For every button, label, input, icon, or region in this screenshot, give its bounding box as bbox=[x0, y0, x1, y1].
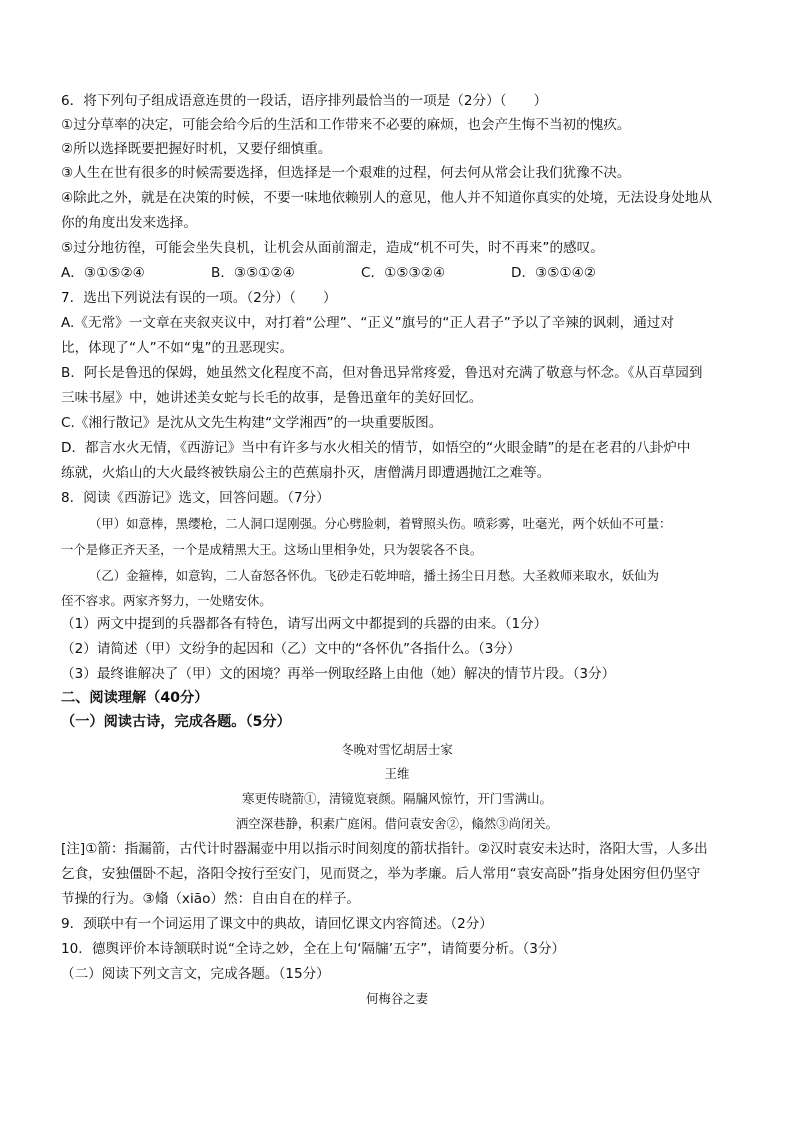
q7-stem: 7．选出下列说法有误的一项。（2分）（ ） bbox=[61, 290, 337, 306]
q6-sentence-5: ⑤过分地彷徨，可能会坐失良机，让机会从面前溜走，造成“机不可失，时不再来”的感叹。 bbox=[61, 240, 604, 256]
q6-sentence-3: ③人生在世有很多的时候需要选择，但选择是一个艰难的过程，何去何从常会让我们犹豫不决。 bbox=[61, 165, 631, 181]
section-2-part-2-heading: （二）阅读下列文言文，完成各题。（15分） bbox=[61, 966, 330, 982]
q7-option-a-line1: A.《无常》一文章在夹叙夹议中，对打着“公理”、“正义”旗号的“正人君子”予以了辛辣的讽刺，通过对 bbox=[61, 315, 674, 331]
poem-line-2: 洒空深巷静，积素广庭闲。借问袁安舍②，翛然③尚闭关。 bbox=[235, 816, 559, 831]
q7-option-a-line2: 比，体现了“人”不如“鬼”的丑恶现实。 bbox=[61, 340, 294, 356]
q7-option-b-line1: B．阿长是鲁迅的保姆，她虽然文化程度不高，但对鲁迅异常疼爱，鲁迅对充满了敬意与怀念。《从百草园到 bbox=[61, 365, 703, 381]
poem-note-line-3: 节操的行为。③翛（xiāo）然：自由自在的样子。 bbox=[61, 891, 360, 907]
passage-title: 何梅谷之妻 bbox=[366, 991, 428, 1006]
q6-options bbox=[61, 263, 741, 283]
q7-option-d-line1: D．都言水火无情，《西游记》当中有许多与水火相关的情节，如悟空的“火眼金睛”的是在老君的八卦炉中 bbox=[61, 440, 691, 456]
q9-stem: 9．颈联中有一个词运用了课文中的典故，请回忆课文内容简述。（2分） bbox=[61, 916, 493, 932]
q8-passage-jia-line1: （甲）如意棒，黑缨枪，二人洞口逞刚强。分心劈脸刺，着臂照头伤。喷彩雾，吐毫光，两个妖仙不可量： bbox=[89, 516, 672, 531]
q6-option-b: B．③⑤①②④ bbox=[211, 265, 295, 281]
q8-passage-yi-line1: （乙）金箍棒，如意钩，二人奋怒各怀仇。飞砂走石乾坤暗，播土扬尘日月愁。大圣救师来取水，妖仙为 bbox=[89, 568, 659, 583]
q8-subquestion-1: （1）两文中提到的兵器都各有特色，请写出两文中都提到的兵器的由来。（1分） bbox=[61, 616, 548, 632]
q6-option-c: C．①⑤③②④ bbox=[361, 265, 446, 281]
q10-stem: 10．德舆评价本诗颔联时说“全诗之妙，全在上句‘隔牖’五字”，请简要分析。（3分） bbox=[61, 941, 566, 957]
q7-option-c: C.《湘行散记》是沈从文先生构建“文学湘西”的一块重要版图。 bbox=[61, 415, 443, 431]
q7-option-b-line2: 三味书屋》中，她讲述美女蛇与长毛的故事，是鲁迅童年的美好回忆。 bbox=[61, 390, 483, 406]
poem-title: 冬晚对雪忆胡居士家 bbox=[341, 742, 453, 757]
poem-note-line-2: 乞食，安独僵卧不起，洛阳令按行至安门，见而贤之，举为孝廉。后人常用“袁安高卧”指身处困穷但仍坚守 bbox=[61, 866, 701, 882]
q6-sentence-4a: ④除此之外，就是在决策的时候，不要一味地依赖别人的意见，他人并不知道你真实的处境，无法设身处地从 bbox=[61, 190, 713, 206]
q6-option-a: A．③①⑤②④ bbox=[61, 265, 145, 281]
q6-sentence-2: ②所以选择既要把握好时机，又要仔细慎重。 bbox=[61, 141, 332, 157]
q6-sentence-1: ①过分草率的决定，可能会给今后的生活和工作带来不必要的麻烦，也会产生悔不当初的愧疚。 bbox=[61, 117, 631, 133]
poem-author: 王维 bbox=[384, 766, 410, 781]
q8-subquestion-3: （3）最终谁解决了（甲）文的困境？再举一例取经路上由他（她）解决的情节片段。（3分） bbox=[61, 666, 616, 682]
q6-sentence-4b: 你的角度出发来选择。 bbox=[61, 215, 197, 231]
q8-stem: 8．阅读《西游记》选文，回答问题。（7分） bbox=[61, 490, 330, 506]
q8-passage-yi-line2: 侄不容求。两家齐努力，一处赌安休。 bbox=[61, 593, 272, 608]
q6-stem: 6．将下列句子组成语意连贯的一段话，语序排列最恰当的一项是（2分）（ ） bbox=[61, 93, 548, 109]
q8-subquestion-2: （2）请简述（甲）文纷争的起因和（乙）文中的“各怀仇”各指什么。（3分） bbox=[61, 641, 521, 657]
q6-option-d: D．③⑤①④② bbox=[511, 265, 596, 281]
section-2-heading: 二、阅读理解（40分） bbox=[61, 690, 209, 706]
poem-line-1: 寒更传晓箭①，清镜览衰颜。隔牖风惊竹，开门雪满山。 bbox=[242, 791, 552, 806]
q7-option-d-line2: 练就，火焰山的大火最终被铁扇公主的芭蕉扇扑灭，唐僧满月即遭遇抛江之难等。 bbox=[61, 465, 551, 481]
q8-passage-jia-line2: 一个是修正齐天圣，一个是成精黑大王。这场山里相争处，只为袈裟各不良。 bbox=[61, 542, 483, 557]
section-2-part-1-heading: （一）阅读古诗，完成各题。（5分） bbox=[61, 714, 291, 730]
poem-note-line-1: [注]①箭：指漏箭，古代计时器漏壶中用以指示时间刻度的箭状指针。②汉时袁安未达时，洛阳大雪，人多出 bbox=[61, 841, 708, 857]
